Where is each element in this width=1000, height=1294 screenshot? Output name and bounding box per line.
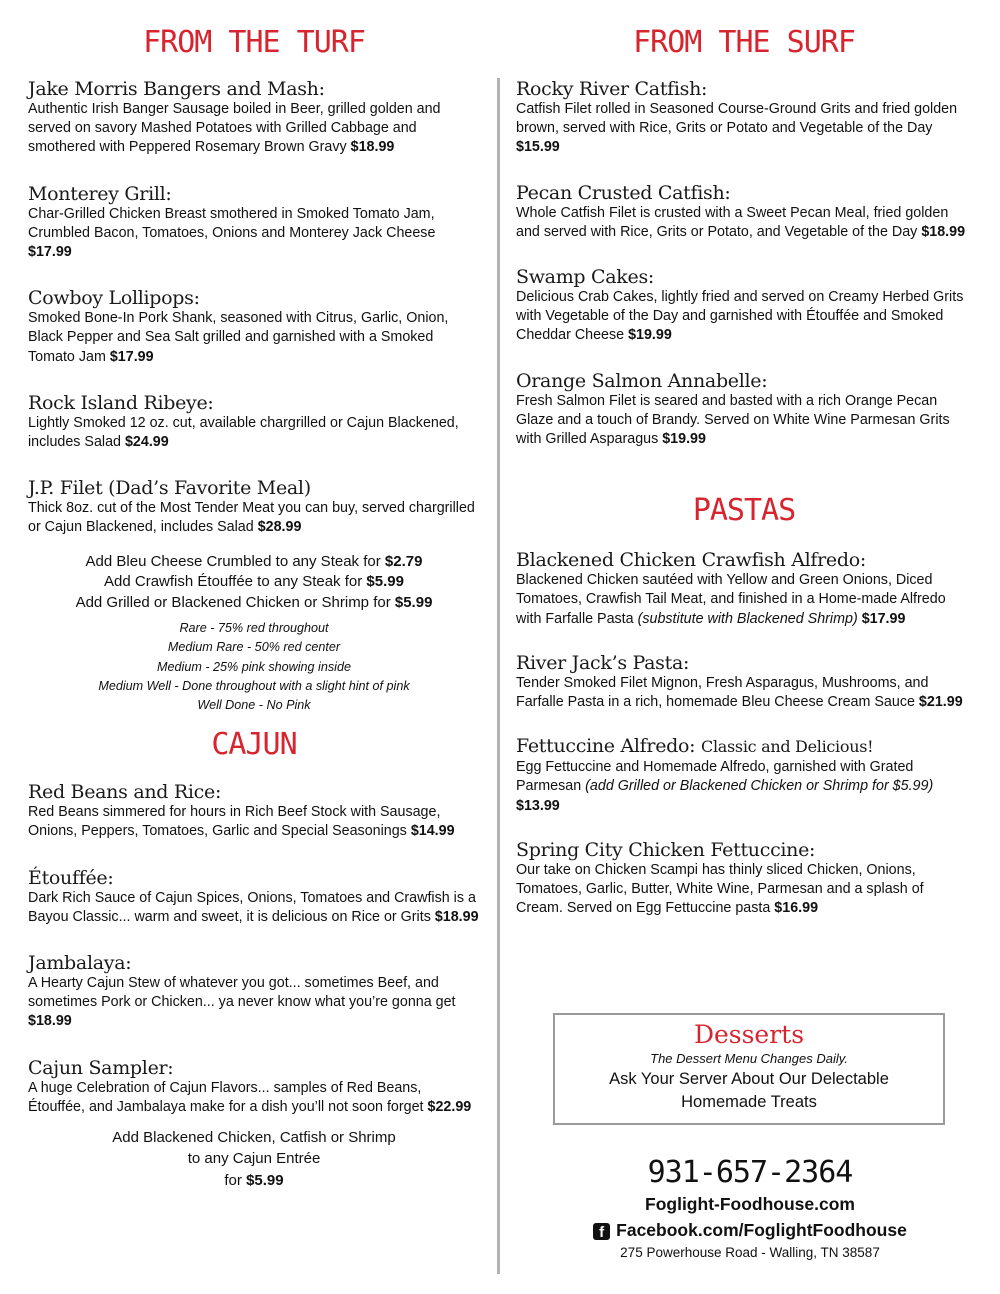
item-price: $18.99 (350, 139, 395, 156)
section-title-turf: FROM THE TURF (143, 25, 365, 60)
item-description: Lightly Smoked 12 oz. cut, available chargrilled or Cajun Blackened, includes Salad $24.99 (28, 414, 459, 451)
steak-addons (28, 552, 480, 614)
item-description: Dark Rich Sauce of Cajun Spices, Onions, Tomatoes and Crawfish is a Bayou Classic... warm and sweet, it is delicious on Rice or Grits $18.99 (28, 889, 479, 925)
menu-item (28, 781, 480, 841)
desserts-note: The Dessert Menu Changes Daily. (650, 1051, 848, 1066)
item-name: Cowboy Lollipops: (28, 287, 200, 310)
item-description: Blackened Chicken sautéed with Yellow and Green Onions, Diced Tomatoes, Crawfish Tail Meat, and finished in a Home-made Alfredo with Farfalle Pasta (substitute with Blackened Shrimp) $17.99 (516, 572, 946, 627)
menu-item (28, 952, 480, 1032)
menu-item (28, 1057, 480, 1117)
item-description: Our take on Chicken Scampi has thinly sliced Chicken, Onions, Tomatoes, Garlic, Butter, White Wine, Parmesan and a splash of Cream. Served on Egg Fettuccine pasta $16.99 (516, 861, 924, 917)
menu-item (28, 78, 480, 158)
item-name: Blackened Chicken Crawfish Alfredo: (516, 549, 866, 572)
item-note: (add Grilled or Blackened Chicken or Shrimp for $5.99) (585, 778, 934, 795)
menu-item (28, 477, 480, 537)
item-price: $13.99 (516, 797, 560, 814)
section-title-cajun: CAJUN (211, 727, 297, 763)
item-price: $21.99 (918, 694, 963, 711)
item-price: $18.99 (434, 908, 479, 925)
menu-item (516, 549, 972, 629)
doneness-guide (28, 619, 480, 715)
item-name: Spring City Chicken Fettuccine: (516, 838, 816, 861)
addon-line: Add Crawfish Étouffée to any Steak for $5.99 (104, 573, 404, 591)
doneness-line: Medium - 25% pink showing inside (157, 659, 351, 674)
cajun-addon (28, 1127, 480, 1192)
cajun-addon-line: to any Cajun Entrée (187, 1150, 321, 1168)
item-name: Étouffée: (28, 866, 114, 889)
item-name: Jake Morris Bangers and Mash: (28, 78, 325, 100)
item-price: $16.99 (774, 900, 819, 917)
cajun-addon-line: for $5.99 (224, 1171, 284, 1189)
item-description: A Hearty Cajun Stew of whatever you got... sometimes Beef, and sometimes Pork or Chicken... ya never know what you’re gonna get $18.99 (28, 974, 456, 1030)
item-description: Authentic Irish Banger Sausage boiled in Beer, grilled golden and served on savory Mashed Potatoes with Grilled Cabbage and smothered with Peppered Rosemary Brown Gravy $18.99 (28, 101, 441, 156)
item-price: $19.99 (628, 327, 672, 344)
facebook-icon: f (593, 1223, 610, 1240)
address: 275 Powerhouse Road - Walling, TN 38587 (620, 1245, 880, 1260)
doneness-line: Rare - 75% red throughout (179, 621, 329, 636)
item-price: $19.99 (662, 431, 706, 448)
doneness-line: Medium Rare - 50% red center (167, 640, 341, 655)
item-subtitle: Classic and Delicious! (701, 737, 874, 757)
item-name: Jambalaya: (28, 951, 132, 974)
menu-item (516, 182, 972, 242)
item-price: $18.99 (28, 1013, 72, 1030)
menu-item (516, 266, 972, 346)
menu-item (516, 735, 972, 816)
item-name: Monterey Grill: (28, 182, 172, 205)
item-name: Orange Salmon Annabelle: (516, 369, 768, 392)
item-description: Tender Smoked Filet Mignon, Fresh Asparagus, Mushrooms, and Farfalle Pasta in a rich, homemade Bleu Cheese Cream Sauce $21.99 (516, 674, 963, 711)
item-name: Cajun Sampler: (28, 1056, 174, 1079)
desserts-box (553, 1013, 945, 1125)
facebook-link[interactable]: f Facebook.com/FoglightFoodhouse (540, 1217, 960, 1243)
item-price: $17.99 (861, 610, 906, 627)
item-description: Smoked Bone-In Pork Shank, seasoned with Citrus, Garlic, Onion, Black Pepper and Sea Salt grilled and garnished with a Smoked Tomato Jam $17.99 (28, 310, 449, 365)
item-price: $17.99 (28, 244, 72, 261)
item-description: Char-Grilled Chicken Breast smothered in Smoked Tomato Jam, Crumbled Bacon, Tomatoes, Onions and Monterey Jack Cheese $17.99 (28, 205, 436, 261)
website-link[interactable]: Foglight-Foodhouse.com (645, 1194, 855, 1214)
contact-block (540, 1155, 960, 1263)
menu-item (516, 839, 972, 919)
left-column (28, 0, 480, 1191)
item-price: $15.99 (516, 139, 560, 156)
right-column (516, 0, 972, 918)
menu-item (516, 652, 972, 712)
desserts-text-line: Ask Your Server About Our Delectable (609, 1070, 889, 1088)
item-name: Red Beans and Rice: (28, 781, 222, 804)
item-description: Catfish Filet rolled in Seasoned Course-Ground Grits and fried golden brown, served with Rice, Grits or Potato and Vegetable of the Day $15.99 (516, 101, 958, 156)
menu-item (28, 183, 480, 263)
item-name: Pecan Crusted Catfish: (516, 181, 731, 204)
item-description: Whole Catfish Filet is crusted with a Sweet Pecan Meal, fried golden and served with Rice, Grits or Potato, and Vegetable of the Day $18.99 (516, 204, 966, 240)
menu-item (28, 392, 480, 452)
desserts-title: Desserts (693, 1020, 805, 1049)
item-price: $24.99 (124, 434, 169, 451)
item-price: $14.99 (410, 823, 455, 840)
item-price: $17.99 (109, 348, 154, 365)
cajun-addon-line: Add Blackened Chicken, Catfish or Shrimp (112, 1128, 396, 1146)
item-description: Red Beans simmered for hours in Rich Beef Stock with Sausage, Onions, Peppers, Tomatoes, Garlic and Special Seasonings $14.99 (28, 804, 455, 840)
section-title-surf: FROM THE SURF (633, 25, 855, 60)
addon-line: Add Grilled or Blackened Chicken or Shrimp for $5.99 (75, 593, 433, 611)
item-price: $22.99 (427, 1098, 472, 1115)
doneness-line: Well Done - No Pink (197, 697, 311, 712)
item-name: Fettuccine Alfredo: Classic and Delicious! (516, 735, 874, 758)
menu-item (516, 78, 972, 158)
item-description: Fresh Salmon Filet is seared and basted with a rich Orange Pecan Glaze and a touch of Brandy. Served on White Wine Parmesan Grits with Grilled Asparagus $19.99 (516, 392, 950, 448)
desserts-text-line: Homemade Treats (681, 1093, 817, 1111)
column-divider (497, 78, 500, 1274)
phone-number[interactable]: 931-657-2364 (647, 1155, 853, 1190)
item-name: J.P. Filet (Dad’s Favorite Meal) (28, 477, 311, 500)
menu-item (28, 867, 480, 927)
item-price: $18.99 (921, 223, 966, 240)
item-name: Rock Island Ribeye: (28, 391, 214, 414)
menu-item (516, 370, 972, 450)
item-description: Thick 8oz. cut of the Most Tender Meat you can buy, served chargrilled or Cajun Blackened, includes Salad $28.99 (28, 500, 475, 536)
menu-item (28, 287, 480, 367)
addon-line: Add Bleu Cheese Crumbled to any Steak for $2.79 (85, 552, 423, 570)
doneness-line: Medium Well - Done throughout with a slight hint of pink (98, 678, 410, 693)
section-title-pastas: PASTAS (692, 493, 796, 529)
item-description: Delicious Crab Cakes, lightly fried and served on Creamy Herbed Grits with Vegetable of the Day and garnished with Étouffée and Smoked Cheddar Cheese $19.99 (516, 289, 964, 344)
item-price: $28.99 (257, 519, 302, 536)
item-note: (substitute with Blackened Shrimp) (637, 610, 858, 627)
item-description: Egg Fettuccine and Homemade Alfredo, garnished with Grated Parmesan (add Grilled or Blackened Chicken or Shrimp for $5.99) $13.99 (516, 759, 934, 814)
item-name: Swamp Cakes: (516, 266, 655, 289)
item-description: A huge Celebration of Cajun Flavors... samples of Red Beans, Étouffée, and Jambalaya make for a dish you’ll not soon forget $22.99 (28, 1079, 472, 1115)
item-name: River Jack’s Pasta: (516, 651, 690, 674)
item-name: Rocky River Catfish: (516, 78, 708, 100)
